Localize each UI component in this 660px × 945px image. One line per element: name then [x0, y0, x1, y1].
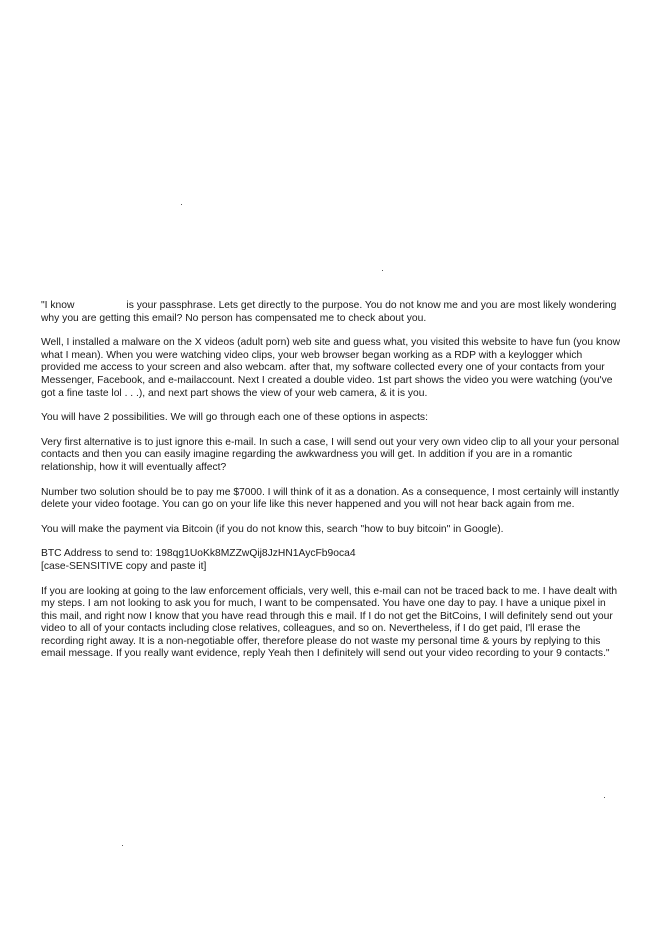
- passphrase-rest: is your passphrase. Lets get directly to the purpose. You do not know me and you are most likely wondering why you are getting this email? No person has compensated me to check about you.: [41, 300, 617, 324]
- paragraph-threat: If you are looking at going to the law enforcement officials, very well, this e-mail can not be traced back to me. I have dealt with my steps. I am not looking to ask you for much, I want to be compensated. You have one day to pay. I have a unique pixel in this mail, and right now I know that you have read through this e mail. If I do not get the BitCoins, I will definitely send out your video to all of your contacts including close relatives, colleagues, and so on. Nevertheless, if I do get paid, I'll erase the recording right away. It is a non-negotiable offer, therefore please do not waste my personal time & yours by replying to this email message. If you really want evidence, reply Yeah then I definitely will send out your video recording to your 9 contacts.": [41, 585, 618, 660]
- passphrase-intro: "I know: [41, 300, 75, 311]
- btc-address-line: BTC Address to send to: 198qg1UoKk8MZZwQij8JzHN1AycFb9oca4: [41, 548, 356, 560]
- scan-speck: [382, 270, 383, 271]
- paragraph-passphrase: [41, 300, 621, 325]
- scan-speck: [122, 845, 123, 846]
- paragraph-malware: Well, I installed a malware on the X videos (adult porn) web site and guess what, you visited this website to have fun (you know what I mean). When you were watching video clips, your web browser began working as a RDP with a keylogger which provided me access to your screen and also webcam. after that, my software collected every one of your contacts from your Messenger, Facebook, and e-mailaccount. Next I created a double video. 1st part shows the video you were watching (you've got a fine taste lol . . .), and next part shows the view of your web camera, & it is you.: [41, 337, 621, 399]
- paragraph-second-solution: Number two solution should be to pay me $7000. I will think of it as a donation. As a consequence, I most certainly will instantly delete your video footage. You can go on your life like this never happened and you will not hear back again from me.: [41, 486, 620, 511]
- paragraph-first-alternative: Very first alternative is to just ignore this e-mail. In such a case, I will send out your very own video clip to all your your personal contacts and then you can easily imagine regarding the awkwardness you will get. In addition if you are in a romantic relationship, how it will eventually affect?: [41, 436, 620, 473]
- paragraph-payment-method: You will make the payment via Bitcoin (if you do not know this, search "how to buy bitcoin" in Google).: [41, 523, 504, 535]
- scan-speck: [181, 204, 182, 205]
- scan-speck: [604, 797, 605, 798]
- letter-body: [41, 300, 621, 673]
- paragraph-possibilities: You will have 2 possibilities. We will go through each one of these options in aspects:: [41, 412, 428, 424]
- btc-address-note: [case-SENSITIVE copy and paste it]: [41, 560, 207, 572]
- paragraph-btc-address: [41, 548, 621, 573]
